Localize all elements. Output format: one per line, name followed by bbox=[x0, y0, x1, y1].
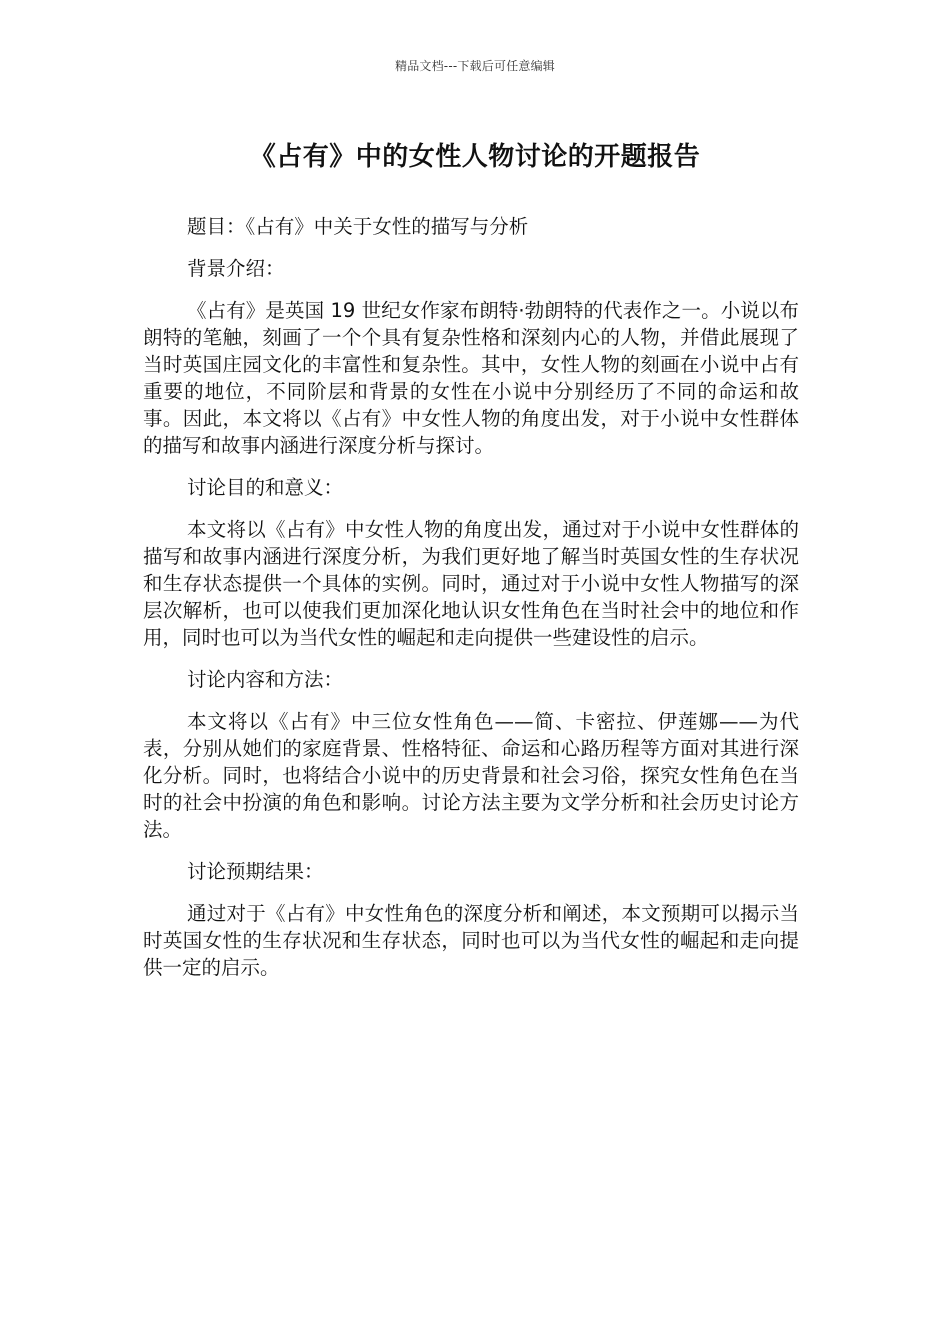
methods-heading: 讨论内容和方法： bbox=[187, 668, 344, 691]
results-heading: 讨论预期结果： bbox=[187, 860, 324, 883]
page-header-note: 精品文档---下载后可任意编辑 bbox=[395, 59, 555, 73]
background-paragraph: 《占有》是英国 19 世纪女作家布朗特·勃朗特的代表作之一。小说以布朗特的笔触，刻画了一个个具有复杂性格和深刻内心的人物，并借此展现了当时英国庄园文化的丰富性和复杂性。其中，女性人物的刻画在小说中占有重要的地位，不同阶层和背景的女性在小说中分别经历了不同的命运和故事。因此，本文将以《占有》中女性人物的角度出发，对于小说中女性群体的描写和故事内涵进行深度分析与探讨。 bbox=[143, 299, 799, 457]
methods-paragraph: 本文将以《占有》中三位女性角色——简、卡密拉、伊莲娜——为代表，分别从她们的家庭背景、性格特征、命运和心路历程等方面对其进行深化分析。同时，也将结合小说中的历史背景和社会习俗，探究女性角色在当时的社会中扮演的角色和影响。讨论方法主要为文学分析和社会历史讨论方法。 bbox=[143, 710, 799, 841]
document-title: 《占有》中的女性人物讨论的开题报告 bbox=[249, 142, 701, 172]
purpose-paragraph: 本文将以《占有》中女性人物的角度出发，通过对于小说中女性群体的描写和故事内涵进行深度分析，为我们更好地了解当时英国女性的生存状况和生存状态提供一个具体的实例。同时，通过对于小说中女性人物描写的深层次解析，也可以使我们更加深化地认识女性角色在当时社会中的地位和作用，同时也可以为当代女性的崛起和走向提供一些建设性的启示。 bbox=[143, 518, 799, 649]
topic-line: 题目：《占有》中关于女性的描写与分析 bbox=[187, 215, 529, 238]
background-heading: 背景介绍： bbox=[187, 257, 285, 280]
results-paragraph: 通过对于《占有》中女性角色的深度分析和阐述，本文预期可以揭示当时英国女性的生存状况和生存状态，同时也可以为当代女性的崛起和走向提供一定的启示。 bbox=[143, 902, 799, 979]
document-body bbox=[143, 213, 799, 996]
purpose-heading: 讨论目的和意义： bbox=[187, 476, 344, 499]
